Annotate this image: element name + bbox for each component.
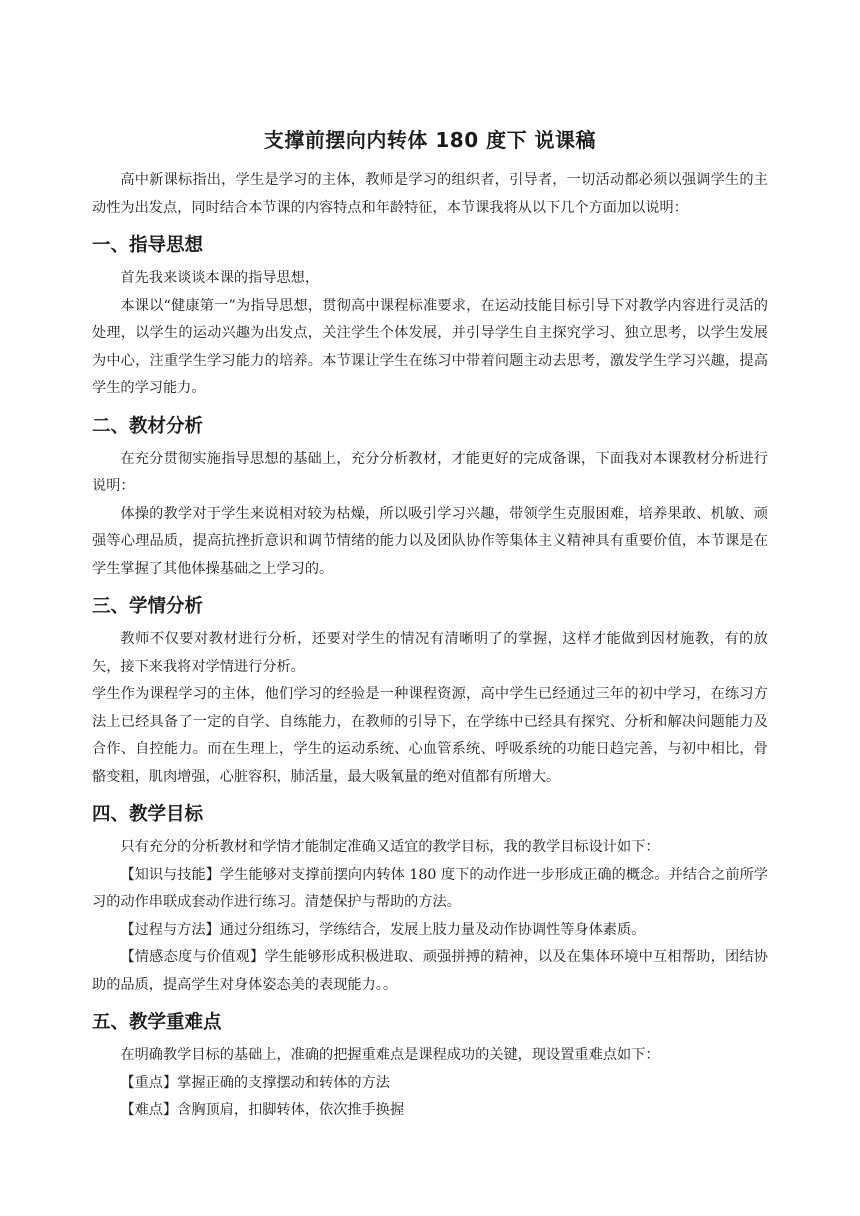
section-heading-textbook-analysis: 二、教材分析 [92,415,204,437]
paragraph: 在明确教学目标的基础上，准确的把握重难点是课程成功的关键，现设置重难点如下： [120,1047,660,1063]
section-heading-teaching-objectives: 四、教学目标 [92,804,204,825]
paragraph: 【难点】含胸顶肩，扣脚转体，依次推手换握 [120,1102,405,1118]
section-heading-guiding-ideology: 一、指导思想 [92,235,204,256]
section-heading-key-difficulties: 五、教学重难点 [92,1012,222,1033]
paragraph: 在充分贯彻实施指导思想的基础上，充分分析教材，才能更好的完成备课，下面我对本课教材分析进行说明： [92,450,768,494]
paragraph: 只有充分的分析教材和学情才能制定准确又适宜的教学目标，我的教学目标设计如下： [120,839,660,855]
paragraph: 体操的教学对于学生来说相对较为枯燥，所以吸引学习兴趣，带领学生克服困难，培养果敢、机敏、顽强等心理品质，提高抗挫折意识和调节情绪的能力以及团队协作等集体主义精神具有重要价值，本节课是在学生掌握了其他体操基础之上学习的。 [92,505,768,577]
section-heading-student-analysis: 三、学情分析 [92,596,204,617]
paragraph: 教师不仅要对教材进行分析，还要对学生的情况有清晰明了的掌握，这样才能做到因材施教，有的放矢，接下来我将对学情进行分析。 [92,631,768,675]
paragraph: 【情感态度与价值观】学生能够形成积极进取、顽强拼搏的精神，以及在集体环境中互相帮助，团结协助的品质，提高学生对身体姿态美的表现能力。。 [92,949,768,993]
paragraph: 首先我来谈谈本课的指导思想， [120,270,320,286]
paragraph: 【过程与方法】通过分组练习，学练结合，发展上肢力量及动作协调性等身体素质。 [120,921,646,938]
paragraph: 本课以“健康第一”为指导思想，贯彻高中课程标准要求，在运动技能目标引导下对教学内容进行灵活的处理，以学生的运动兴趣为出发点，关注学生个体发展，并引导学生自主探究学习、独立思考，以学生发展为中心，注重学生学习能力的培养。本节课让学生在练习中带着问题主动去思考，激发学生学习兴趣，提高学生的学习能力。 [92,297,768,396]
paragraph: 学生作为课程学习的主体，他们学习的经验是一种课程资源，高中学生已经通过三年的初中学习，在练习方法上已经具备了一定的自学、自练能力，在教师的引导下，在学练中已经具有探究、分析和解决问题能力及合作、自控能力。而在生理上，学生的运动系统、心血管系统、呼吸系统的功能日趋完善，与初中相比，骨骼变粗，肌肉增强，心脏容积，肺活量，最大吸氧量的绝对值都有所增大。 [92,686,768,785]
paragraph: 【重点】掌握正确的支撑摆动和转体的方法 [120,1074,390,1091]
document-title: 支撑前摆向内转体 180 度下 说课稿 [263,128,597,152]
paragraph: 【知识与技能】学生能够对支撑前摆向内转体 180 度下的动作进一步形成正确的概念。并结合之前所学习的动作串联成套动作进行练习。清楚保护与帮助的方法。 [92,866,768,910]
intro-paragraph: 高中新课标指出，学生是学习的主体，教师是学习的组织者，引导者，一切活动都必须以强调学生的主动性为出发点，同时结合本节课的内容特点和年龄特征，本节课我将从以下几个方面加以说明： [92,172,768,216]
